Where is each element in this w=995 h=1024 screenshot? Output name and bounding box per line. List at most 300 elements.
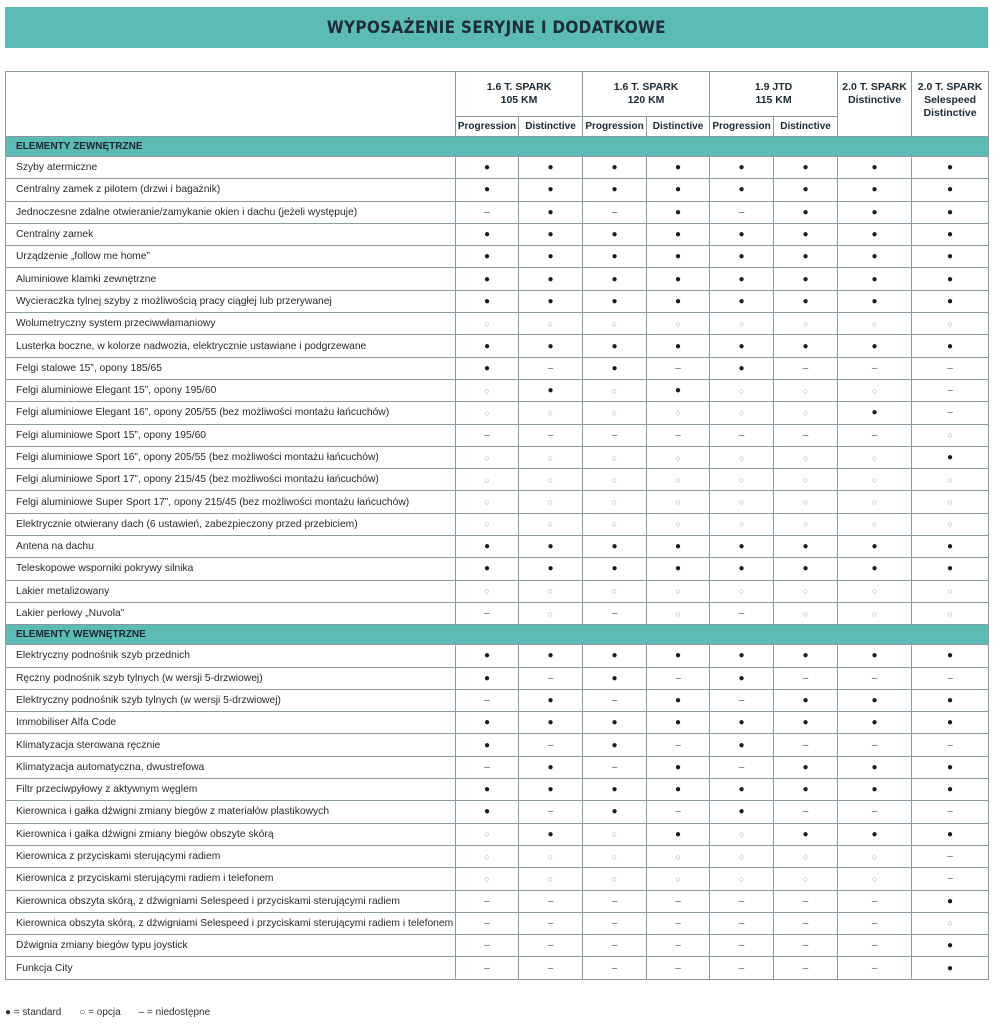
unavailable-mark: – (519, 935, 583, 957)
feature-label: Kierownica z przyciskami sterującymi radiem i telefonem (6, 868, 456, 890)
unavailable-mark: – (456, 689, 519, 711)
unavailable-mark: – (583, 935, 647, 957)
feature-label: Lakier metalizowany (6, 580, 456, 602)
standard-mark: ● (583, 335, 647, 357)
standard-mark: ● (912, 268, 989, 290)
standard-mark: ● (583, 268, 647, 290)
table-row (6, 756, 989, 778)
table-row (6, 246, 989, 268)
legend-unavailable: – = niedostępne (138, 1007, 211, 1018)
option-mark: ○ (456, 845, 519, 867)
unavailable-mark: – (519, 912, 583, 934)
standard-mark: ● (647, 157, 710, 179)
standard-mark: ● (774, 335, 838, 357)
option-mark: ○ (647, 313, 710, 335)
option-mark: ○ (710, 469, 774, 491)
option-mark: ○ (583, 823, 647, 845)
standard-mark: ● (838, 201, 912, 223)
standard-mark: ● (912, 957, 989, 979)
standard-mark: ● (456, 536, 519, 558)
option-mark: ○ (456, 313, 519, 335)
option-mark: ○ (647, 469, 710, 491)
unavailable-mark: – (774, 424, 838, 446)
standard-mark: ● (456, 734, 519, 756)
unavailable-mark: – (647, 957, 710, 979)
standard-mark: ● (912, 446, 989, 468)
standard-mark: ● (583, 536, 647, 558)
standard-mark: ● (519, 223, 583, 245)
option-mark: ○ (456, 402, 519, 424)
standard-mark: ● (912, 779, 989, 801)
feature-label: Wycieraczka tylnej szyby z możliwością pracy ciągłej lub przerywanej (6, 290, 456, 312)
option-mark: ○ (583, 491, 647, 513)
standard-mark: ● (774, 779, 838, 801)
unavailable-mark: – (710, 890, 774, 912)
table-row (6, 446, 989, 468)
standard-mark: ● (583, 179, 647, 201)
standard-mark: ● (583, 734, 647, 756)
header-group-line: Selespeed (924, 94, 977, 106)
unavailable-mark: – (838, 935, 912, 957)
table-row (6, 912, 989, 934)
standard-mark: ● (456, 246, 519, 268)
standard-mark: ● (912, 246, 989, 268)
table-row (6, 667, 989, 689)
equipment-table-container (5, 71, 988, 988)
option-mark: ○ (710, 580, 774, 602)
standard-mark: ● (710, 779, 774, 801)
standard-mark: ● (710, 645, 774, 667)
unavailable-mark: – (519, 957, 583, 979)
standard-mark: ● (710, 223, 774, 245)
option-mark: ○ (710, 402, 774, 424)
option-mark: ○ (774, 491, 838, 513)
unavailable-mark: – (710, 912, 774, 934)
standard-mark: ● (647, 335, 710, 357)
option-mark: ○ (519, 402, 583, 424)
option-mark: ○ (583, 313, 647, 335)
option-mark: ○ (647, 446, 710, 468)
standard-mark: ● (710, 290, 774, 312)
unavailable-mark: – (647, 667, 710, 689)
standard-mark: ● (519, 558, 583, 580)
standard-mark: ● (456, 223, 519, 245)
unavailable-mark: – (456, 756, 519, 778)
table-row (6, 513, 989, 535)
unavailable-mark: – (912, 379, 989, 401)
unavailable-mark: – (519, 424, 583, 446)
standard-mark: ● (838, 335, 912, 357)
option-mark: ○ (519, 313, 583, 335)
standard-mark: ● (774, 536, 838, 558)
unavailable-mark: – (456, 935, 519, 957)
unavailable-mark: – (583, 890, 647, 912)
unavailable-mark: – (912, 402, 989, 424)
standard-mark: ● (774, 223, 838, 245)
unavailable-mark: – (912, 801, 989, 823)
header-group-line: 2.0 T. SPARK (917, 81, 983, 93)
page-title: WYPOSAŻENIE SERYJNE I DODATKOWE (326, 17, 667, 38)
table-row (6, 179, 989, 201)
feature-label: Felgi aluminiowe Sport 15”, opony 195/60 (6, 424, 456, 446)
option-mark: ○ (519, 602, 583, 624)
unavailable-mark: – (583, 602, 647, 624)
table-row (6, 424, 989, 446)
standard-mark: ● (519, 712, 583, 734)
option-mark: ○ (647, 402, 710, 424)
standard-mark: ● (519, 179, 583, 201)
table-row (6, 558, 989, 580)
option-mark: ○ (912, 513, 989, 535)
unavailable-mark: – (647, 912, 710, 934)
standard-mark: ● (838, 779, 912, 801)
section-title: ELEMENTY ZEWNĘTRZNE (6, 137, 989, 157)
standard-mark: ● (710, 667, 774, 689)
feature-label: Centralny zamek z pilotem (drzwi i bagażnik) (6, 179, 456, 201)
standard-mark: ● (583, 290, 647, 312)
table-row (6, 845, 989, 867)
standard-mark: ● (774, 712, 838, 734)
unavailable-mark: – (838, 957, 912, 979)
option-mark: ○ (519, 469, 583, 491)
standard-mark: ● (456, 335, 519, 357)
option-mark: ○ (710, 491, 774, 513)
feature-label: Lakier perłowy „Nuvola” (6, 602, 456, 624)
option-mark: ○ (647, 513, 710, 535)
standard-mark: ● (912, 712, 989, 734)
header-group (583, 72, 710, 117)
option-mark: ○ (583, 868, 647, 890)
standard-mark: ● (519, 756, 583, 778)
header-sub: Progression (583, 117, 647, 137)
option-mark: ○ (838, 845, 912, 867)
unavailable-mark: – (912, 868, 989, 890)
standard-mark: ● (912, 645, 989, 667)
table-row (6, 201, 989, 223)
header-sub: Distinctive (647, 117, 710, 137)
header-group (912, 72, 989, 137)
standard-mark: ● (774, 756, 838, 778)
unavailable-mark: – (774, 957, 838, 979)
unavailable-mark: – (838, 890, 912, 912)
option-mark: ○ (456, 469, 519, 491)
standard-mark: ● (838, 689, 912, 711)
option-mark: ○ (774, 446, 838, 468)
standard-mark: ● (647, 379, 710, 401)
feature-label: Kierownica obszyta skórą, z dźwigniami Selespeed i przyciskami sterującymi radiem (6, 890, 456, 912)
unavailable-mark: – (519, 890, 583, 912)
header-group (710, 72, 838, 117)
feature-label: Felgi aluminiowe Sport 16”, opony 205/55 (bez możliwości montażu łańcuchów) (6, 446, 456, 468)
standard-mark: ● (912, 290, 989, 312)
unavailable-mark: – (774, 667, 838, 689)
equipment-table (5, 71, 989, 980)
unavailable-mark: – (710, 957, 774, 979)
standard-mark: ● (710, 712, 774, 734)
unavailable-mark: – (774, 935, 838, 957)
standard-mark: ● (519, 536, 583, 558)
unavailable-mark: – (583, 756, 647, 778)
standard-mark: ● (647, 689, 710, 711)
unavailable-mark: – (710, 602, 774, 624)
standard-mark: ● (583, 645, 647, 667)
unavailable-mark: – (583, 201, 647, 223)
section-header (6, 137, 989, 157)
standard-mark: ● (774, 823, 838, 845)
standard-mark: ● (838, 823, 912, 845)
standard-mark: ● (912, 756, 989, 778)
standard-mark: ● (647, 756, 710, 778)
unavailable-mark: – (583, 689, 647, 711)
unavailable-mark: – (838, 667, 912, 689)
option-mark: ○ (912, 912, 989, 934)
option-mark: ○ (838, 313, 912, 335)
table-row (6, 689, 989, 711)
feature-label: Klimatyzacja automatyczna, dwustrefowa (6, 756, 456, 778)
option-mark: ○ (912, 491, 989, 513)
table-row (6, 536, 989, 558)
standard-mark: ● (838, 223, 912, 245)
header-blank (6, 72, 456, 137)
standard-mark: ● (710, 357, 774, 379)
table-row (6, 890, 989, 912)
section-title: ELEMENTY WEWNĘTRZNE (6, 625, 989, 645)
feature-label: Kierownica obszyta skórą, z dźwigniami Selespeed i przyciskami sterującymi radiem i telefonem (6, 912, 456, 934)
standard-mark: ● (710, 157, 774, 179)
standard-mark: ● (519, 335, 583, 357)
table-row (6, 379, 989, 401)
standard-mark: ● (912, 935, 989, 957)
unavailable-mark: – (519, 357, 583, 379)
option-mark: ○ (912, 424, 989, 446)
feature-label: Felgi aluminiowe Sport 17”, opony 215/45 (bez możliwości montażu łańcuchów) (6, 469, 456, 491)
standard-mark: ● (710, 801, 774, 823)
table-row (6, 957, 989, 979)
standard-mark: ● (519, 290, 583, 312)
option-mark: ○ (583, 513, 647, 535)
standard-mark: ● (838, 290, 912, 312)
unavailable-mark: – (710, 935, 774, 957)
option-mark: ○ (647, 602, 710, 624)
table-row (6, 602, 989, 624)
option-mark: ○ (710, 313, 774, 335)
standard-mark: ● (647, 645, 710, 667)
standard-mark: ● (456, 801, 519, 823)
option-mark: ○ (710, 446, 774, 468)
standard-mark: ● (710, 558, 774, 580)
option-mark: ○ (456, 379, 519, 401)
table-row (6, 268, 989, 290)
feature-label: Felgi aluminiowe Super Sport 17”, opony 215/45 (bez możliwości montażu łańcuchów) (6, 491, 456, 513)
legend-standard: ● = standard (5, 1007, 62, 1018)
standard-mark: ● (710, 246, 774, 268)
standard-mark: ● (912, 823, 989, 845)
legend-option: ○ = opcja (79, 1007, 121, 1018)
unavailable-mark: – (456, 957, 519, 979)
option-mark: ○ (774, 402, 838, 424)
feature-label: Teleskopowe wsporniki pokrywy silnika (6, 558, 456, 580)
standard-mark: ● (647, 558, 710, 580)
option-mark: ○ (519, 845, 583, 867)
option-mark: ○ (519, 446, 583, 468)
table-row (6, 779, 989, 801)
header-sub: Progression (456, 117, 519, 137)
standard-mark: ● (519, 201, 583, 223)
unavailable-mark: – (583, 957, 647, 979)
option-mark: ○ (583, 379, 647, 401)
standard-mark: ● (583, 157, 647, 179)
standard-mark: ● (838, 558, 912, 580)
header-group (456, 72, 583, 117)
header-group-line: 2.0 T. SPARK (842, 81, 907, 93)
standard-mark: ● (710, 335, 774, 357)
unavailable-mark: – (838, 801, 912, 823)
option-mark: ○ (583, 580, 647, 602)
option-mark: ○ (456, 446, 519, 468)
unavailable-mark: – (456, 424, 519, 446)
feature-label: Felgi aluminiowe Elegant 16”, opony 205/55 (bez możliwości montażu łańcuchów) (6, 402, 456, 424)
standard-mark: ● (838, 712, 912, 734)
option-mark: ○ (456, 513, 519, 535)
header-group-line: 115 KM (755, 94, 792, 106)
unavailable-mark: – (838, 734, 912, 756)
option-mark: ○ (774, 379, 838, 401)
table-row (6, 313, 989, 335)
table-row (6, 801, 989, 823)
unavailable-mark: – (583, 424, 647, 446)
table-row (6, 935, 989, 957)
feature-label: Centralny zamek (6, 223, 456, 245)
standard-mark: ● (710, 268, 774, 290)
standard-mark: ● (583, 246, 647, 268)
option-mark: ○ (519, 513, 583, 535)
option-mark: ○ (838, 469, 912, 491)
unavailable-mark: – (456, 602, 519, 624)
unavailable-mark: – (647, 357, 710, 379)
standard-mark: ● (519, 689, 583, 711)
table-row (6, 868, 989, 890)
option-mark: ○ (583, 845, 647, 867)
feature-label: Elektryczny podnośnik szyb przednich (6, 645, 456, 667)
standard-mark: ● (912, 536, 989, 558)
standard-mark: ● (774, 201, 838, 223)
option-mark: ○ (838, 491, 912, 513)
option-mark: ○ (647, 868, 710, 890)
standard-mark: ● (456, 667, 519, 689)
header-group-line: 1.6 T. SPARK (613, 81, 679, 93)
standard-mark: ● (710, 179, 774, 201)
standard-mark: ● (583, 801, 647, 823)
feature-label: Kierownica i gałka dźwigni zmiany biegów z materiałów plastikowych (6, 801, 456, 823)
unavailable-mark: – (647, 935, 710, 957)
option-mark: ○ (838, 580, 912, 602)
legend (5, 1007, 210, 1018)
standard-mark: ● (647, 712, 710, 734)
option-mark: ○ (647, 845, 710, 867)
option-mark: ○ (912, 313, 989, 335)
standard-mark: ● (838, 756, 912, 778)
option-mark: ○ (912, 602, 989, 624)
standard-mark: ● (647, 536, 710, 558)
standard-mark: ● (912, 689, 989, 711)
option-mark: ○ (774, 469, 838, 491)
standard-mark: ● (456, 779, 519, 801)
unavailable-mark: – (774, 912, 838, 934)
table-row (6, 223, 989, 245)
standard-mark: ● (456, 157, 519, 179)
unavailable-mark: – (647, 734, 710, 756)
feature-label: Jednoczesne zdalne otwieranie/zamykanie okien i dachu (jeżeli występuje) (6, 201, 456, 223)
unavailable-mark: – (647, 890, 710, 912)
standard-mark: ● (647, 779, 710, 801)
unavailable-mark: – (774, 734, 838, 756)
standard-mark: ● (647, 179, 710, 201)
option-mark: ○ (912, 580, 989, 602)
standard-mark: ● (912, 179, 989, 201)
feature-label: Lusterka boczne, w kolorze nadwozia, elektrycznie ustawiane i podgrzewane (6, 335, 456, 357)
unavailable-mark: – (710, 689, 774, 711)
table-row (6, 157, 989, 179)
standard-mark: ● (912, 157, 989, 179)
feature-label: Immobiliser Alfa Code (6, 712, 456, 734)
standard-mark: ● (838, 268, 912, 290)
standard-mark: ● (710, 536, 774, 558)
unavailable-mark: – (583, 912, 647, 934)
standard-mark: ● (774, 268, 838, 290)
header-sub: Distinctive (519, 117, 583, 137)
option-mark: ○ (456, 823, 519, 845)
header-group-line: 105 KM (500, 94, 538, 106)
unavailable-mark: – (838, 424, 912, 446)
standard-mark: ● (838, 402, 912, 424)
standard-mark: ● (583, 223, 647, 245)
standard-mark: ● (774, 689, 838, 711)
feature-label: Wolumetryczny system przeciwwłamaniowy (6, 313, 456, 335)
unavailable-mark: – (519, 734, 583, 756)
standard-mark: ● (456, 268, 519, 290)
standard-mark: ● (519, 379, 583, 401)
standard-mark: ● (519, 157, 583, 179)
header-group (838, 72, 912, 137)
option-mark: ○ (838, 513, 912, 535)
standard-mark: ● (912, 335, 989, 357)
standard-mark: ● (838, 246, 912, 268)
standard-mark: ● (583, 558, 647, 580)
feature-label: Kierownica i gałka dźwigni zmiany biegów obszyte skórą (6, 823, 456, 845)
option-mark: ○ (519, 868, 583, 890)
unavailable-mark: – (456, 201, 519, 223)
unavailable-mark: – (838, 357, 912, 379)
standard-mark: ● (647, 246, 710, 268)
standard-mark: ● (519, 246, 583, 268)
table-body (6, 137, 989, 980)
feature-label: Klimatyzacja sterowana ręcznie (6, 734, 456, 756)
section-header (6, 625, 989, 645)
feature-label: Antena na dachu (6, 536, 456, 558)
option-mark: ○ (774, 313, 838, 335)
standard-mark: ● (912, 890, 989, 912)
unavailable-mark: – (710, 756, 774, 778)
feature-label: Filtr przeciwpyłowy z aktywnym węglem (6, 779, 456, 801)
table-row (6, 469, 989, 491)
standard-mark: ● (519, 823, 583, 845)
standard-mark: ● (647, 290, 710, 312)
feature-label: Aluminiowe klamki zewnętrzne (6, 268, 456, 290)
header-group-line: 1.6 T. SPARK (486, 81, 552, 93)
feature-label: Elektrycznie otwierany dach (6 ustawień, zabezpieczony przed przebiciem) (6, 513, 456, 535)
option-mark: ○ (710, 845, 774, 867)
option-mark: ○ (583, 469, 647, 491)
